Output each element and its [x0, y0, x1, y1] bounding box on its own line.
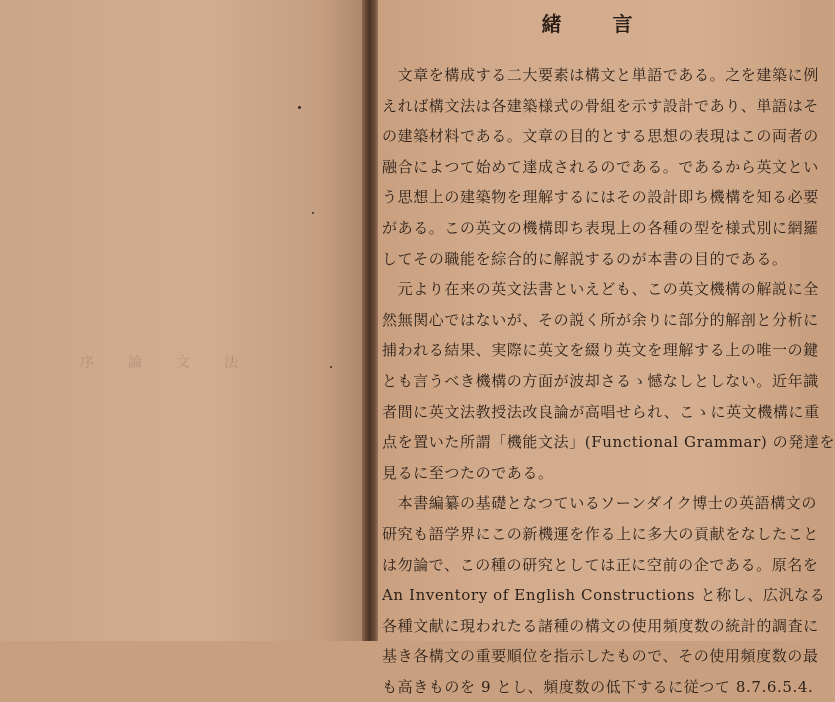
- text-line: 者間に英文法教授法改良論が高唱せられ、こゝに英文機構に重: [382, 402, 820, 421]
- text-line: えれば構文法は各建築様式の骨組を示す設計であり、単語はそ: [382, 96, 819, 115]
- text-line: う思想上の建築物を理解するにはその設計即ち機構を知る必要: [382, 188, 819, 207]
- text-line: 元より在来の英文法書といえども、この英文機構の解説に全: [382, 280, 819, 299]
- text-line: 見るに至つたのである。: [382, 463, 554, 482]
- text-line: とも言うべき機構の方面が波却さるゝ憾なしとしない。近年識: [382, 371, 819, 390]
- text-line: 融合によつて始めて達成されるのである。であるから英文とい: [382, 157, 819, 176]
- text-line: 文章を構成する二大要素は構文と単語である。之を建築に例: [382, 66, 819, 84]
- text-line: 然無関心ではないが、その説く所が余りに部分的解剖と分析に: [382, 310, 819, 329]
- text-line: してその職能を綜合的に解説するのが本書の目的である。: [382, 249, 788, 268]
- paper-speck: [312, 212, 314, 214]
- text-line: も高きものを 9 とし、頻度数の低下するに従つて 8.7.6.5.4.: [382, 677, 814, 696]
- bleed-through-text: 序 論 文 法: [80, 355, 248, 371]
- text-line: は勿論で、この種の研究としては正に空前の企である。原名を: [382, 555, 819, 574]
- left-page: [0, 0, 368, 641]
- text-line: 捕われる結果、実際に英文を綴り英文を理解する上の唯一の鍵: [382, 341, 819, 360]
- paper-speck: [298, 106, 301, 109]
- text-line: 研究も語学界にこの新機運を作る上に多大の貢献をなしたこと: [382, 524, 819, 543]
- text-line: の建築材料である。文章の目的とする思想の表現はこの両者の: [382, 127, 819, 146]
- page-title: 緒 言: [541, 12, 655, 36]
- paper-speck: [330, 366, 332, 368]
- body-text: [382, 60, 835, 702]
- text-line: 本書編纂の基礎となつているソーンダイク博士の英語構文の: [382, 494, 818, 513]
- text-line: 点を置いた所謂「機能文法」(Functional Grammar) の発達を: [382, 433, 835, 452]
- text-line: 各種文献に現われたる諸種の構文の使用頻度数の統計的調査に: [382, 616, 819, 635]
- right-page: [378, 0, 835, 696]
- text-line: An Inventory of English Constructions と称し、広汎なる: [382, 586, 826, 605]
- text-line: がある。この英文の機構即ち表現上の各種の型を様式別に網羅: [382, 218, 819, 237]
- text-line: 基き各構文の重要順位を指示したもので、その使用頻度数の最: [382, 647, 819, 666]
